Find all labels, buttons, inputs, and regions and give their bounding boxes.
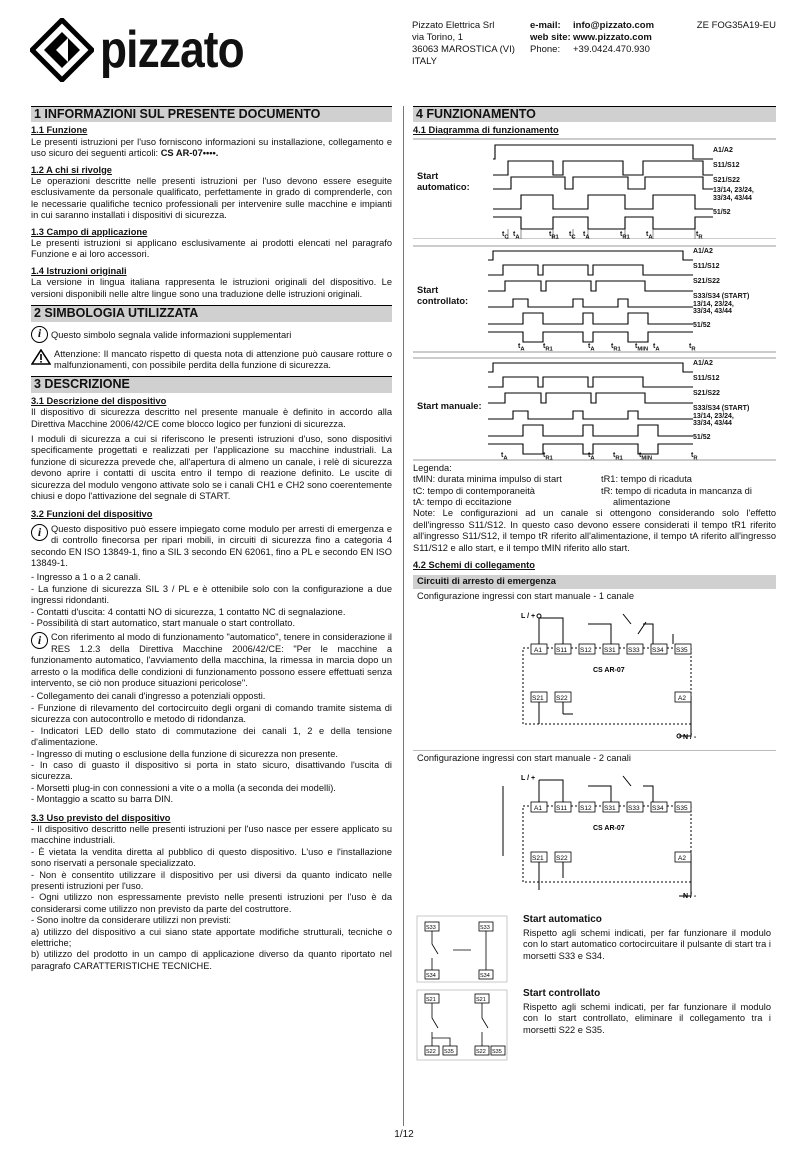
time-sub: MIN	[641, 455, 653, 462]
svg-text:S12: S12	[580, 805, 592, 813]
address-line: 36063 MAROSTICA (VI)	[412, 44, 515, 55]
svg-text:S31: S31	[604, 805, 616, 813]
page-header	[0, 0, 808, 100]
time-sub: C	[571, 234, 576, 241]
signal-label: S11/S12	[713, 161, 740, 169]
subsection-title: 1.4 Istruzioni originali	[31, 265, 127, 276]
svg-text:S35: S35	[676, 805, 688, 813]
svg-text:S35: S35	[444, 1048, 454, 1055]
time-mark: t	[620, 230, 623, 238]
signal-label: A1/A2	[693, 359, 713, 367]
note: Note: Le configurazioni ad un canale si ottengono considerando solo l'effetto dell'ingresso S11/S12. In questo caso devono essere considerati il tempo tR1 riferito all'ingresso S11/S12, il tempo tR riferito all'alimentazione, il tempo tA riferito all'ingresso S11/S12 e allo start, e il tempo tMIN riferito allo start.	[413, 508, 776, 553]
time-sub: R1	[551, 234, 559, 241]
signal-label: S21/S22	[693, 389, 720, 397]
email-link[interactable]: info@pizzato.com	[573, 20, 655, 31]
time-sub: A	[590, 455, 595, 462]
svg-text:S12: S12	[580, 647, 592, 655]
signal-label: S33/S34 (START)	[693, 292, 750, 300]
text: Attenzione: Il mancato rispetto di questa nota di attenzione può causare rotture o malfunzionamenti, con possibile perdita della funzione di sicurezza.	[54, 348, 392, 370]
list-item: - Ingresso a 1 o a 2 canali.	[31, 572, 141, 583]
signal-label: 13/14, 23/24,	[713, 186, 754, 194]
section-title: 1 INFORMAZIONI SUL PRESENTE DOCUMENTO	[31, 106, 392, 122]
time-mark: t	[513, 230, 516, 238]
contact-key: web site:	[530, 32, 571, 43]
time-sub: A	[648, 234, 653, 241]
phone-number: +39.0424.470.930	[573, 44, 650, 55]
time-sub: A	[503, 455, 508, 462]
time-sub: C	[504, 234, 509, 241]
contact-key: e-mail:	[530, 20, 561, 31]
legend-item: tC: tempo di contemporaneità	[413, 485, 535, 496]
svg-text:S21: S21	[426, 996, 436, 1003]
signal-label: 13/14, 23/24,	[693, 412, 734, 420]
time-mark: t	[583, 230, 586, 238]
address-line: ITALY	[412, 56, 437, 67]
text: Questo dispositivo può essere impiegato come modulo per arresti di emergenza e di controllo finecorsa per ripari mobili, in circuiti di sicurezza fino a categoria 4 secondo EN ISO 13849-1, fino a SIL 3 secondo EN 62061, fino a PL e secondo EN ISO 13849-1.	[31, 523, 392, 568]
svg-text:S35: S35	[676, 647, 688, 655]
svg-text:CS AR-07: CS AR-07	[593, 825, 625, 833]
svg-text:A2: A2	[678, 855, 686, 863]
svg-text:S33: S33	[628, 805, 640, 813]
subsection-title: 1.1 Funzione	[31, 125, 88, 136]
svg-text:N / -: N / -	[683, 734, 697, 742]
timing-diagram-automatic	[413, 137, 776, 239]
svg-text:S31: S31	[604, 647, 616, 655]
pizzato-diamond-icon	[30, 18, 94, 82]
list-item: - Montaggio a scatto su barra DIN.	[31, 794, 174, 805]
time-sub: R	[691, 346, 696, 353]
time-mark: t	[569, 230, 572, 238]
paragraph: Le operazioni descritte nelle presenti istruzioni per l'uso devono essere eseguite esclusivamente da personale qualificato, perfettamente in grado di comprenderle, con le necessarie qualifiche tecnico professionali per intervenire sulle macchine e impianti in cui saranno installati i dispositivi di sicurezza.	[31, 176, 392, 221]
address-line: via Torino, 1	[412, 32, 464, 43]
right-column	[413, 106, 776, 1062]
address-line: Pizzato Elettrica Srl	[412, 20, 495, 31]
signal-label: 51/52	[693, 321, 711, 329]
pizzato-logo	[30, 18, 269, 82]
subsection-title: 1.3 Campo di applicazione	[31, 226, 148, 237]
signal-label: S21/S22	[713, 176, 740, 184]
subsection-title: 4.2 Schemi di collegamento	[413, 560, 535, 571]
svg-text:S21: S21	[532, 855, 544, 863]
list-item: - Il dispositivo descritto nelle presenti istruzioni per l'uso nasce per essere applicato su macchine industriali.	[31, 823, 392, 846]
list-item: - Non è consentito utilizzare il dispositivo per usi diversi da quanto indicato nelle presenti istruzioni per l'uso.	[31, 869, 392, 891]
signal-label: S11/S12	[693, 262, 720, 270]
info-icon: i	[31, 326, 48, 343]
svg-text:A1: A1	[534, 647, 542, 655]
website-link[interactable]: www.pizzato.com	[573, 32, 652, 43]
time-sub: R1	[545, 455, 553, 462]
svg-text:A2: A2	[678, 695, 686, 703]
time-sub: A	[515, 234, 520, 241]
block-title: Start automatico	[523, 913, 602, 925]
time-mark: t	[549, 230, 552, 238]
wiring-diagram	[413, 766, 776, 904]
doc-code: ZE FOG35A19-EU	[696, 20, 776, 31]
block-title: Start controllato	[523, 987, 601, 999]
svg-text:S21: S21	[476, 996, 486, 1003]
brand-name: pizzato	[100, 21, 244, 79]
box-title: Circuiti di arresto di emergenza	[413, 575, 776, 588]
svg-text:S33: S33	[628, 647, 640, 655]
svg-text:L / +: L / +	[521, 775, 536, 783]
diagram-label: Start automatico:	[417, 170, 470, 192]
signal-label: 33/34, 43/44	[693, 307, 732, 315]
timing-diagram-manual: Start manuale: A1/A2 S11/S12 S21/S22 S33/S34 (START) 13/14, 23/24, 33/34, 43/44 51/52 $t_A$ $t_{R1}$ $t_A$ $t_{R1}$ $t_{MIN}$ $t_R$	[413, 357, 776, 461]
paragraph: Rispetto agli schemi indicati, per far funzionare il modulo con lo start controllato, eliminare il collegamento tra i morsetti S22 e S35.	[523, 1001, 771, 1035]
svg-text:A1: A1	[534, 805, 542, 813]
info-icon: i	[31, 632, 48, 649]
list-item: a) utilizzo del dispositivo a cui siano state apportate modifiche strutturali, tecniche o elettriche;	[31, 926, 392, 948]
list-item: - Contatti d'uscita: 4 contatti NO di sicurezza, 1 contatto NC di segnalazione.	[31, 606, 346, 617]
time-sub: R1	[613, 346, 621, 353]
signal-label: S33/S34 (START)	[693, 404, 750, 412]
svg-text:CS AR-07: CS AR-07	[593, 667, 625, 675]
svg-text:S34: S34	[652, 805, 664, 813]
timing-diagram-controlled: Start controllato: A1/A2 S11/S12 S21/S22 S33/S34 (START) 13/14, 23/24, 33/34, 43/44 51/52 $t_A$ $t_{R1}$ $t_A$ $t_{R1}$ $t_{MIN}$ $t_A$ $t_R$	[413, 245, 776, 353]
list-item: - Indicatori LED dello stato di commutazione dei canali 1, 2 e della tensione d'alimentazione.	[31, 725, 392, 748]
feature-list	[31, 572, 392, 629]
wiring-diagram	[413, 604, 776, 746]
text: Questo simbolo segnala valide informazioni supplementari	[51, 329, 292, 340]
feature-list	[31, 691, 392, 805]
paragraph: La versione in lingua italiana rappresenta le istruzioni originali del dispositivo. Le versioni disponibili nelle altre lingue sono una traduzione delle istruzioni originali.	[31, 277, 392, 299]
start-controlled-schematic	[413, 988, 513, 1062]
list-item: - La funzione di sicurezza SIL 3 / PL e è ottenibile solo con la configurazione a due ingressi ridondanti.	[31, 583, 392, 606]
svg-text:S11: S11	[556, 647, 568, 655]
signal-label: S11/S12	[693, 374, 720, 382]
start-auto-schematic	[413, 914, 513, 984]
paragraph: Le presenti istruzioni si applicano esclusivamente ai prodotti elencati nel paragrafo Funzione e ai loro accessori.	[31, 238, 392, 260]
time-sub: A	[585, 234, 590, 241]
section-title: 3 DESCRIZIONE	[31, 376, 392, 392]
time-sub: A	[655, 346, 660, 353]
svg-text:N / -: N / -	[683, 893, 697, 901]
subsection-title: 1.2 A chi si rivolge	[31, 164, 112, 175]
start-automatico	[413, 914, 776, 984]
subsection-title: 3.2 Funzioni del dispositivo	[31, 509, 153, 520]
svg-text:S34: S34	[652, 647, 664, 655]
article-code: CS AR-07••••.	[160, 148, 219, 159]
diagram-label: Start controllato:	[417, 284, 469, 306]
schematic-caption: Configurazione ingressi con start manuale - 1 canale	[417, 590, 635, 601]
list-item: - Ingresso di muting o esclusione della funzione di sicurezza non presente.	[31, 748, 338, 759]
time-sub: R1	[615, 455, 623, 462]
list-item: - È vietata la vendita diretta al pubblico di questo dispositivo. L'uso e l'installazione sono riservati a personale specializzato.	[31, 846, 392, 869]
page-number: 1/12	[394, 1129, 414, 1140]
paragraph: Rispetto agli schemi indicati, per far funzionare il modulo con lo start automatico cortocircuitare il pulsante di start tra i morsetti S33 e S34.	[523, 927, 771, 961]
time-sub: R	[698, 234, 703, 241]
time-sub: MIN	[637, 346, 649, 353]
company-address	[412, 20, 515, 68]
start-controllato	[413, 988, 776, 1062]
svg-text:S33: S33	[426, 924, 436, 931]
time-sub: A	[590, 346, 595, 353]
schematic-1ch	[413, 589, 776, 750]
signal-label: 51/52	[713, 208, 731, 216]
subsection-title: 3.3 Uso previsto del dispositivo	[31, 812, 171, 823]
paragraph: Il dispositivo di sicurezza descritto nel presente manuale è definito in accordo alla Direttiva Macchine 2006/42/CE come blocco logico per funzioni di sicurezza.	[31, 407, 392, 429]
time-sub: R1	[545, 346, 553, 353]
info-icon: i	[31, 524, 48, 541]
list-item: - Morsetti plug-in con connessioni a vite o a molla (a seconda dei modelli).	[31, 782, 336, 793]
legend-item: tR1: tempo di ricaduta	[601, 474, 692, 485]
section-title: 4 FUNZIONAMENTO	[413, 106, 776, 122]
time-sub: R1	[622, 234, 630, 241]
signal-label: 51/52	[693, 433, 711, 441]
schematic-2ch	[413, 750, 776, 908]
legend-item: alimentazione	[613, 497, 671, 508]
signal-label: 13/14, 23/24,	[693, 300, 734, 308]
svg-text:S34: S34	[480, 972, 490, 979]
text: Le presenti istruzioni per l'uso forniscono informazioni su installazione, collegamento e uso sicuro dei seguenti articoli:	[31, 136, 392, 159]
text: Con riferimento al modo di funzionamento "automatico", tenere in considerazione il RES 1.2.3 della Direttiva Macchine 2006/42/CE: "Per le macchine a funzionamento automatico, l'avviamento della macchina, la rimessa in marcia dopo un arresto o la modifica delle condizioni di funzionamento possono essere effettuati senza intervento, se ciò non produce situazioni pericolose".	[31, 632, 392, 689]
diagram-label: Start manuale:	[417, 400, 482, 411]
signal-label: 33/34, 43/44	[713, 194, 752, 202]
left-column	[31, 106, 392, 972]
svg-text:S35: S35	[492, 1048, 502, 1055]
signal-label: A1/A2	[713, 146, 733, 154]
svg-text:S22: S22	[556, 855, 568, 863]
column-divider	[403, 106, 404, 1126]
warning-icon	[31, 349, 51, 365]
time-mark: t	[502, 230, 505, 238]
svg-text:S11: S11	[556, 805, 568, 813]
subsection-title: 4.1 Diagramma di funzionamento	[413, 125, 559, 136]
signal-label: A1/A2	[693, 247, 713, 255]
time-sub: A	[520, 346, 525, 353]
list-item: - Possibilità di start automatico, start manuale o start controllato.	[31, 618, 296, 629]
section-title: 2 SIMBOLOGIA UTILIZZATA	[31, 305, 392, 321]
list-item: - Funzione di rilevamento del cortocircuito degli organi di comando tramite sistema di sicurezza con autocontrollo e metodo di ridondanza.	[31, 702, 392, 725]
time-sub: R	[693, 455, 698, 462]
svg-text:S21: S21	[532, 695, 544, 703]
list-item: - Collegamento dei canali d'ingresso a potenziali opposti.	[31, 691, 266, 702]
schematic-caption: Configurazione ingressi con start manuale - 2 canali	[417, 752, 631, 763]
contact-key: Phone:	[530, 44, 561, 55]
signal-label: S21/S22	[693, 277, 720, 285]
legend	[413, 463, 776, 554]
svg-text:S22: S22	[556, 695, 568, 703]
svg-text:L / +: L / +	[521, 613, 536, 621]
time-mark: t	[646, 230, 649, 238]
list-item: b) utilizzo del prodotto in un campo di applicazione diverso da quanto riportato nel paragrafo CARATTERISTICHE TECNICHE.	[31, 949, 392, 971]
svg-text:S34: S34	[426, 972, 436, 979]
subsection-title: 3.1 Descrizione del dispositivo	[31, 395, 167, 406]
svg-text:S33: S33	[480, 924, 490, 931]
list-item: - Sono inoltre da considerare utilizzi non previsti:	[31, 915, 231, 926]
paragraph: I moduli di sicurezza a cui si riferiscono le presenti istruzioni d'uso, sono dispositivi specificamente progettati e realizzati per l'applicazione su macchine industriali. La funzione di sicurezza prevede che, all'apertura di almeno un canale, i relè di sicurezza devono aprire i contatti di uscita entro il tempo di reazione definito. Le uscite di sicurezza del modulo vengono attivate solo se i canali CH1 e CH2 sono coerentemente chiusi e dopo l'attivazione del segnale di START.	[31, 433, 392, 501]
signal-label: 33/34, 43/44	[693, 419, 732, 427]
legend-item: tR: tempo di ricaduta in mancanza di	[601, 485, 752, 496]
list-item: - Ogni utilizzo non espressamente previsto nelle presenti istruzioni per l'uso è da considerarsi come utilizzo non previsto da parte del costruttore.	[31, 892, 392, 914]
legend-item: tMIN: durata minima impulso di start	[413, 474, 562, 485]
legend-title: Legenda:	[413, 462, 452, 473]
paragraph	[31, 137, 392, 160]
svg-text:S22: S22	[426, 1048, 436, 1055]
time-mark: t	[696, 230, 699, 238]
list-item: - In caso di guasto il dispositivo si porta in stato sicuro, disattivando l'uscita di sicurezza.	[31, 759, 392, 782]
company-contacts	[530, 20, 654, 56]
legend-item: tA: tempo di eccitazione	[413, 497, 512, 508]
svg-text:S22: S22	[476, 1048, 486, 1055]
usage-list	[31, 824, 392, 972]
